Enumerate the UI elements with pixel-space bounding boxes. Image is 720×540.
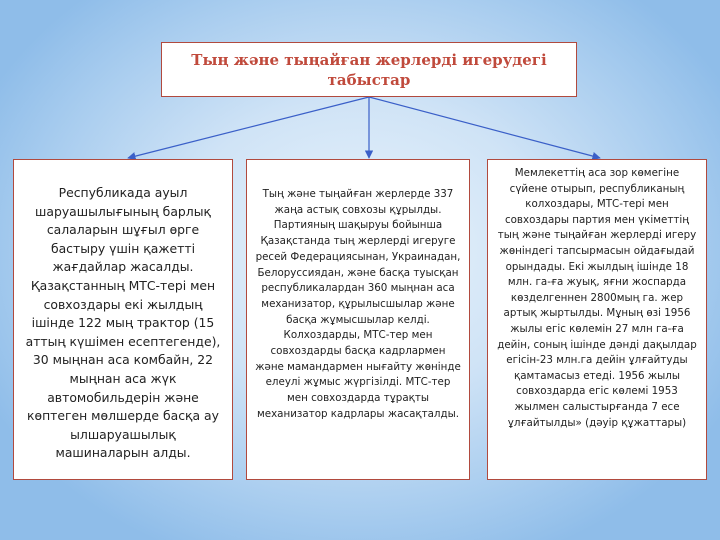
middle-text-box: Тың және тыңайған жерлерде 337 жаңа астық совхозы құрылды. Партияның шақыруы бойынша Қазақстанда тың жерлерді игеруге ресей Федерациясынан, Украинадан, Белоруссиядан, және басқа туысқан республикалардан 360 мыңнан аса механизатор, құрылысшылар және басқа жұмысшылар келді. Колхоздарды, МТС-тер мен совхоздарды басқа кадрлармен және мамандармен нығайту жөнінде елеулі жұмыс жүргізілді. МТС-тер мен совхоздарда тұрақты механизатор кадрлары жасақталды. bbox=[246, 159, 470, 480]
left-text-box: Республикада ауыл шаруашылығының барлық салаларын шұғыл өрге бастыру үшін қажетті жағдайлар жасалды. Қазақстанның МТС-тері мен совхоздары екі жылдың ішінде 122 мың трактор (15 аттың күшімен есептегенде), 30 мыңнан аса комбайн, 22 мыңнан аса жүк автомобильдерін және көптеген мөлшерде басқа ау ылшаруашылық машиналарын алды. bbox=[13, 159, 233, 480]
arrow-to-left-box bbox=[128, 97, 369, 158]
title-box bbox=[161, 42, 577, 97]
arrow-to-right-box bbox=[369, 97, 600, 158]
right-text-box: Мемлекеттің аса зор көмегіне сүйене отырып, республиканың колхоздары, МТС-тері мен совхоздары партия мен үкіметтің тың және тыңайған жерлерді игеру жөніндегі тапсырмасын ойдағыдай орындады. Екі жылдың ішінде 18 млн. га-ға жуық, яғни жоспарда көзделгеннен 2800мың га. жер артық жыртылды. Мұның өзі 1956 жылы егіс көлемін 27 млн га-ға дейін, соның ішінде дәнді дақылдар егісін-23 млн.га дейін ұлғайтуды қамтамасыз етеді. 1956 жылы совхоздарда егіс көлемі 1953 жылмен салыстырғанда 7 есе ұлғайтылды» (дәуір құжаттары) bbox=[487, 159, 707, 480]
diagram-title: Тың және тыңайған жерлерді игерудегі табыстар bbox=[191, 50, 547, 89]
